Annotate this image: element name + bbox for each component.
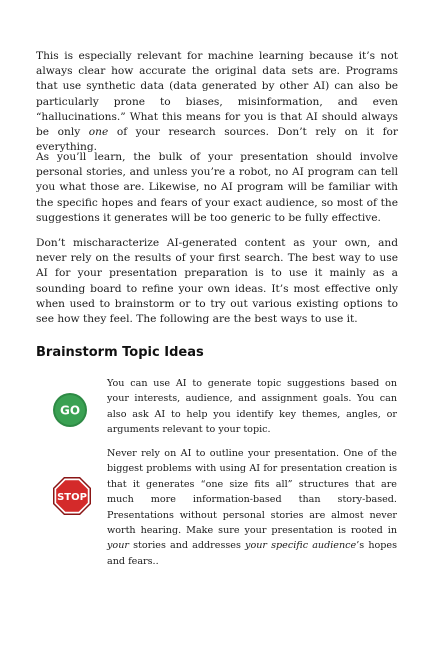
paragraph-text: This is especially relevant for machine learning because it’s not always clear how accurate the original data sets are. Programs that use synthetic data (data generated by other AI) can also be particularly prone to biases, misinformation, and even “hallucinations.” What this means for you is that AI should always be only — [36, 50, 398, 139]
paragraph-personal-stories: As you’ll learn, the bulk of your presentation should involve personal stories, and unless you’re a robot, no AI program can tell you what those are. Likewise, no AI program will be familiar with the specific hopes and fears of your exact audience, so most of the suggestions it generates will be too generic to be fully effective. — [36, 151, 398, 224]
stop-note-text — [107, 446, 397, 569]
go-note-text: You can use AI to generate topic suggestions based on your interests, audience, and assignment goals. You can also ask AI to help you identify key themes, angles, or arguments relevant to your topic. — [107, 378, 397, 436]
emphasis-text: one — [88, 126, 109, 139]
go-icon — [52, 392, 88, 428]
stop-sign-icon — [52, 476, 92, 516]
note-text: ’s hopes and fears.. — [107, 540, 398, 567]
note-text: stories and addresses — [128, 540, 246, 552]
paragraph-synthetic-data — [36, 49, 398, 155]
emphasis-text: your specific audience — [245, 540, 357, 552]
emphasis-text: your — [107, 540, 129, 552]
stop-sign-label: STOP — [57, 492, 87, 503]
paragraph-best-use: Don’t mischaracterize AI-generated content as your own, and never rely on the results of your first search. The best way to use AI for your presentation preparation is to use it mainly as a sounding board to refine your own ideas. It’s most effective only when used to brainstorm or to try out various existing options to see how they feel. The following are the best ways to use it. — [36, 237, 398, 326]
paragraph-text: of your research sources. Don’t rely on it for everything. — [36, 126, 398, 154]
go-icon-label: GO — [59, 403, 81, 418]
note-text: Never rely on AI to outline your presentation. One of the biggest problems with using AI for presentation creation is that it generates “one size fits all” structures that are much more information-based than story-based. Presentations without personal stories are almost never worth hearing. Make sure your presentation is rooted in — [107, 448, 397, 537]
section-heading: Brainstorm Topic Ideas — [36, 345, 204, 360]
